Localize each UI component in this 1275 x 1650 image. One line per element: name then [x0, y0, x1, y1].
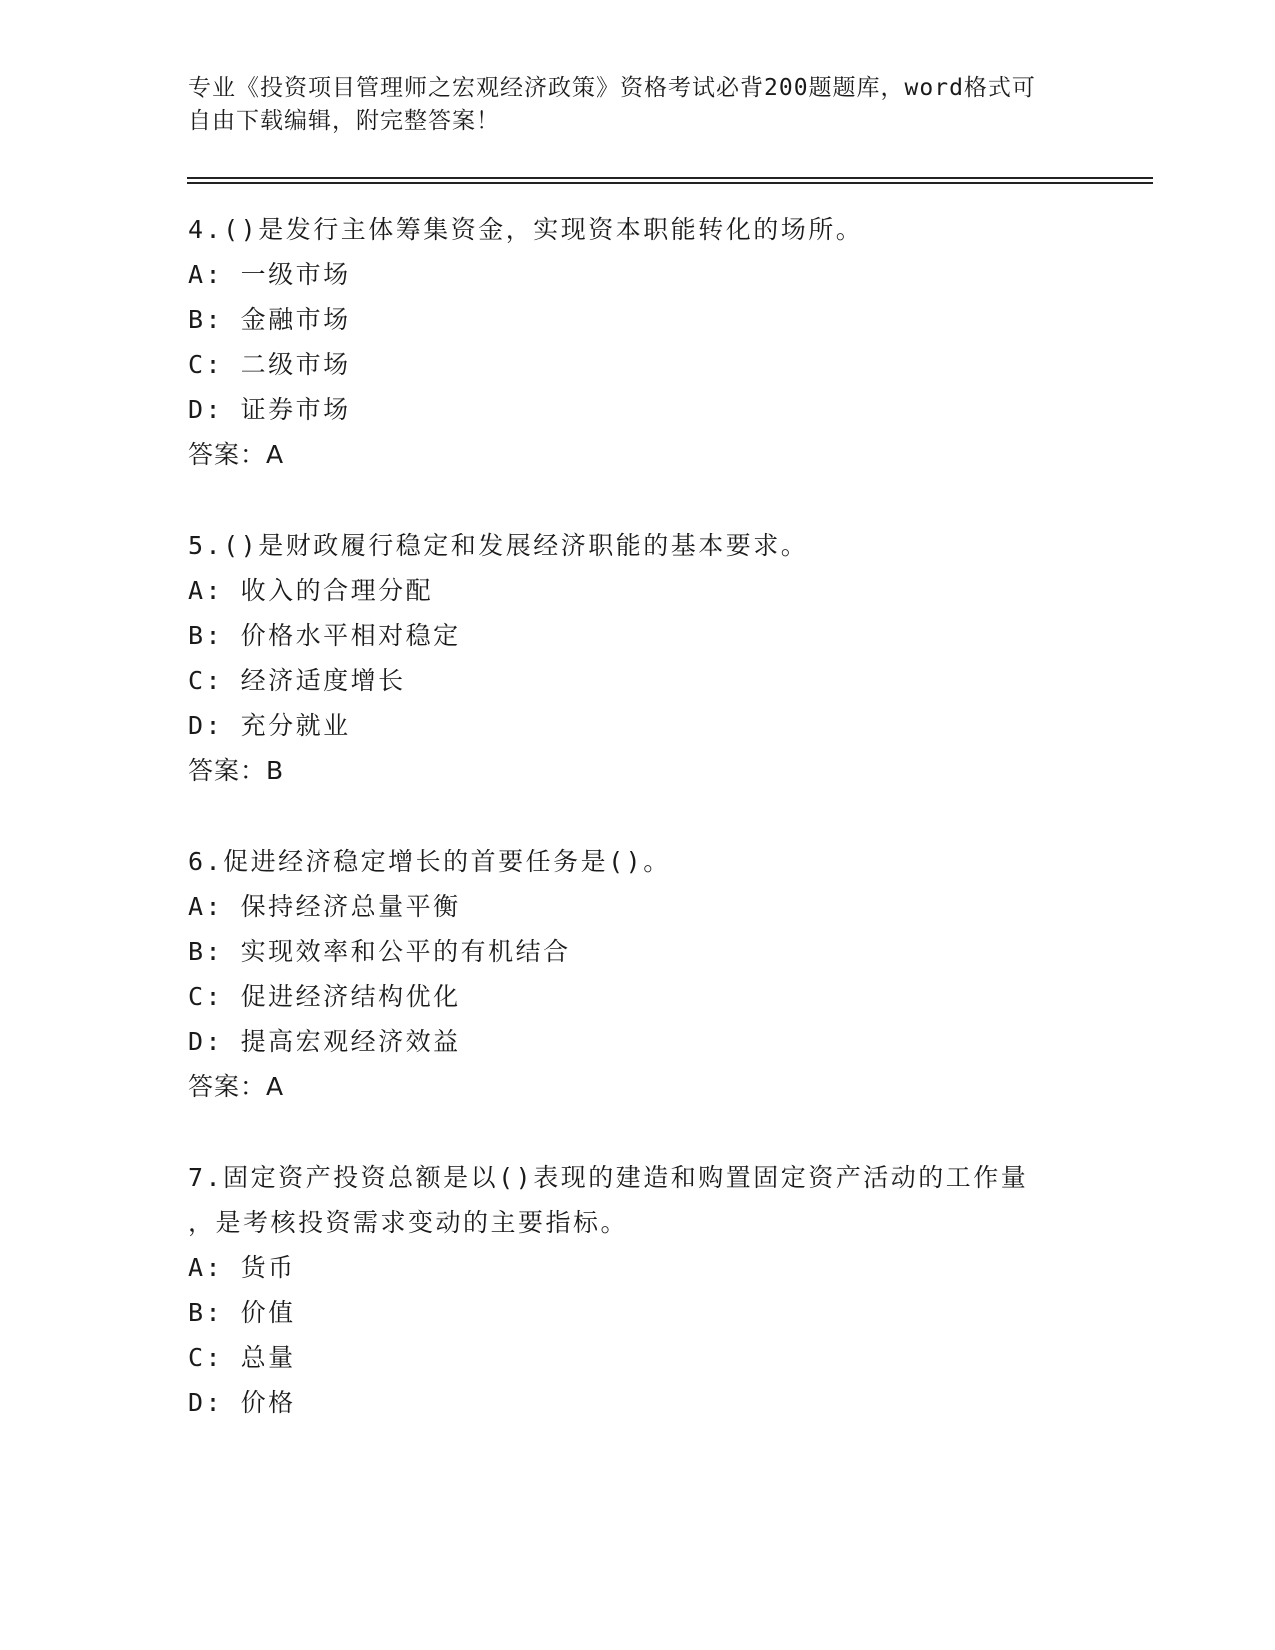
question-stem: 4.()是发行主体筹集资金，实现资本职能转化的场所。 — [188, 215, 864, 244]
option-a: A: 一级市场 — [188, 260, 351, 289]
option-b: B: 价格水平相对稳定 — [188, 621, 461, 650]
question-stem-line-2: ，是考核投资需求变动的主要指标。 — [188, 1208, 629, 1237]
answer-line: 答案：A — [188, 1072, 285, 1101]
header-line-2: 自由下载编辑，附完整答案！ — [188, 108, 500, 134]
option-b: B: 实现效率和公平的有机结合 — [188, 937, 571, 966]
option-d: D: 充分就业 — [188, 711, 351, 740]
answer-line: 答案：B — [188, 756, 285, 785]
option-b: B: 金融市场 — [188, 305, 351, 334]
header-line-1: 专业《投资项目管理师之宏观经济政策》资格考试必背200题题库，word格式可 — [188, 75, 1036, 101]
option-b: B: 价值 — [188, 1298, 296, 1327]
option-c: C: 促进经济结构优化 — [188, 982, 461, 1011]
question-6 — [188, 839, 1088, 1109]
question-stem-line-1: 7.固定资产投资总额是以()表现的建造和购置固定资产活动的工作量 — [188, 1163, 1029, 1192]
answer-line: 答案：A — [188, 440, 285, 469]
header-divider-top — [187, 177, 1153, 179]
question-4 — [188, 207, 1088, 477]
option-c: C: 二级市场 — [188, 350, 351, 379]
option-d: D: 价格 — [188, 1388, 296, 1417]
option-a: A: 保持经济总量平衡 — [188, 892, 461, 921]
option-c: C: 经济适度增长 — [188, 666, 406, 695]
document-header — [188, 72, 1088, 138]
option-d: D: 证券市场 — [188, 395, 351, 424]
option-c: C: 总量 — [188, 1343, 296, 1372]
question-7 — [188, 1155, 1088, 1425]
option-a: A: 收入的合理分配 — [188, 576, 434, 605]
question-5 — [188, 523, 1088, 793]
option-a: A: 货币 — [188, 1253, 296, 1282]
question-stem: 6.促进经济稳定增长的首要任务是()。 — [188, 847, 671, 876]
question-list — [188, 207, 1088, 1471]
header-divider-bottom — [187, 182, 1153, 184]
option-d: D: 提高宏观经济效益 — [188, 1027, 461, 1056]
question-stem: 5.()是财政履行稳定和发展经济职能的基本要求。 — [188, 531, 809, 560]
